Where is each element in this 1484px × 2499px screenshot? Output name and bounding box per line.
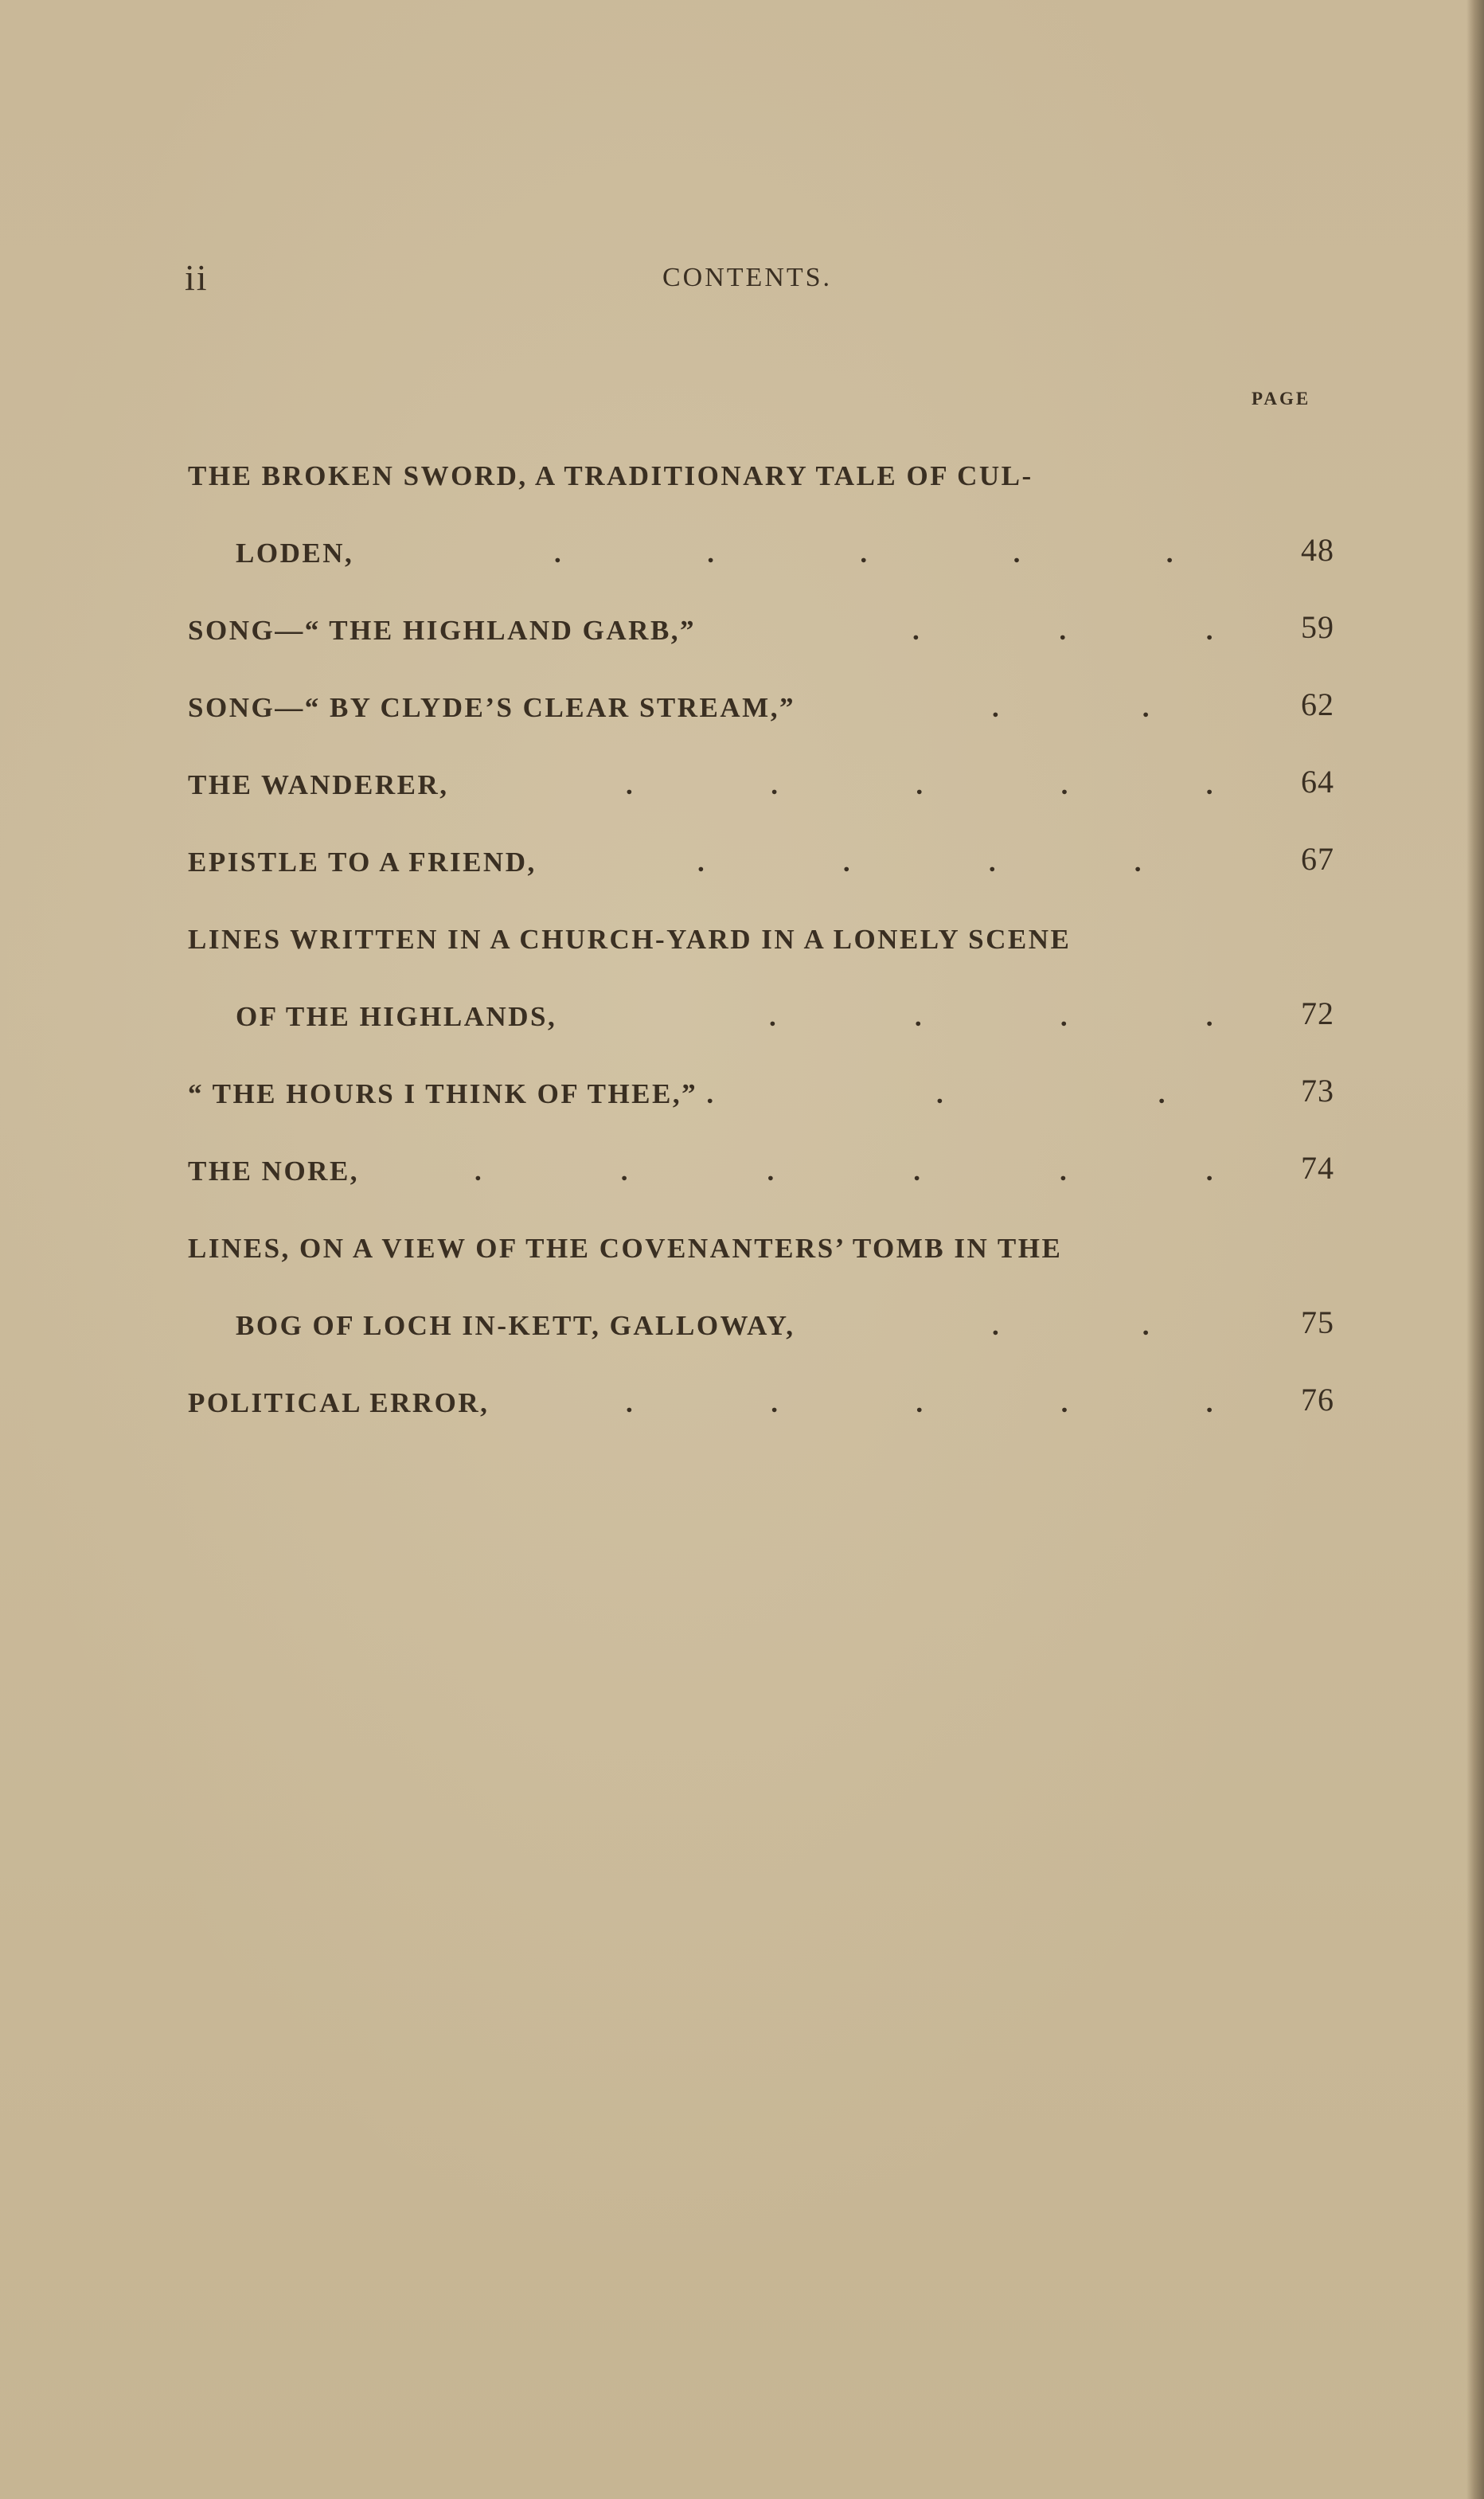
dot-leaders: . . . . . . — [474, 1156, 1215, 1187]
toc-entry — [188, 446, 1334, 523]
page-binding-edge — [1466, 0, 1484, 2499]
toc-entry-title: THE WANDERER, — [188, 769, 449, 800]
dot-leaders: . . . . . — [626, 1387, 1215, 1418]
toc-entry — [188, 909, 1334, 987]
running-head — [185, 256, 1331, 304]
toc-entry-page: 76 — [1301, 1382, 1334, 1418]
dot-leaders: . . . — [912, 615, 1215, 646]
page-column-label: PAGE — [1252, 389, 1311, 409]
dot-leaders: . . . . — [697, 847, 1143, 878]
dot-leaders: . . . . . — [554, 538, 1175, 569]
toc-entry-page: 48 — [1301, 532, 1334, 568]
toc-entry — [188, 600, 1334, 678]
dot-leaders: . . — [992, 1310, 1151, 1341]
toc-entry-title: SONG—“ BY CLYDE’S CLEAR STREAM,” — [188, 692, 795, 723]
toc-entry — [188, 1296, 1334, 1373]
page-folio: ii — [185, 257, 209, 298]
dot-leaders: . . — [936, 1078, 1167, 1109]
toc-entry — [188, 755, 1334, 832]
toc-entry-title: OF THE HIGHLANDS, — [236, 1001, 557, 1032]
toc-entry — [188, 832, 1334, 909]
toc-entry-page: 73 — [1301, 1073, 1334, 1109]
toc-entry-page: 75 — [1301, 1304, 1334, 1340]
toc-entry-title: LODEN, — [236, 538, 354, 569]
toc-entry-title: SONG—“ THE HIGHLAND GARB,” — [188, 615, 697, 646]
toc-entry-page: 74 — [1301, 1150, 1334, 1186]
toc-entry — [188, 1218, 1334, 1296]
toc-entry-title: “ THE HOURS I THINK OF THEE,” . — [188, 1078, 716, 1109]
toc-entry-page: 62 — [1301, 686, 1334, 722]
dot-leaders: . . — [992, 692, 1151, 723]
toc-entry-title: BOG OF LOCH IN-KETT, GALLOWAY, — [236, 1310, 795, 1341]
toc-entry-page: 67 — [1301, 841, 1334, 877]
dot-leaders: . . . . — [769, 1001, 1215, 1032]
toc-entry-title: THE BROKEN SWORD, A TRADITIONARY TALE OF CUL- — [188, 460, 1033, 491]
toc-entry — [188, 678, 1334, 755]
toc-entry-page: 59 — [1301, 609, 1334, 645]
toc-entry-title: LINES, ON A VIEW OF THE COVENANTERS’ TOMB IN THE — [188, 1233, 1063, 1264]
toc-entry-title: THE NORE, — [188, 1156, 360, 1187]
table-of-contents — [188, 446, 1334, 1450]
toc-entry — [188, 523, 1334, 600]
toc-entry-page: 72 — [1301, 995, 1334, 1031]
toc-entry — [188, 1064, 1334, 1141]
toc-entry-page: 64 — [1301, 764, 1334, 800]
toc-entry-title: POLITICAL ERROR, — [188, 1387, 490, 1418]
toc-entry — [188, 1373, 1334, 1450]
dot-leaders: . . . . . — [626, 769, 1215, 800]
toc-entry-title: LINES WRITTEN IN A CHURCH-YARD IN A LONELY SCENE — [188, 924, 1072, 955]
toc-entry-title: EPISTLE TO A FRIEND, — [188, 847, 537, 878]
page-title: CONTENTS. — [662, 263, 833, 292]
toc-entry — [188, 1141, 1334, 1218]
toc-entry — [188, 987, 1334, 1064]
